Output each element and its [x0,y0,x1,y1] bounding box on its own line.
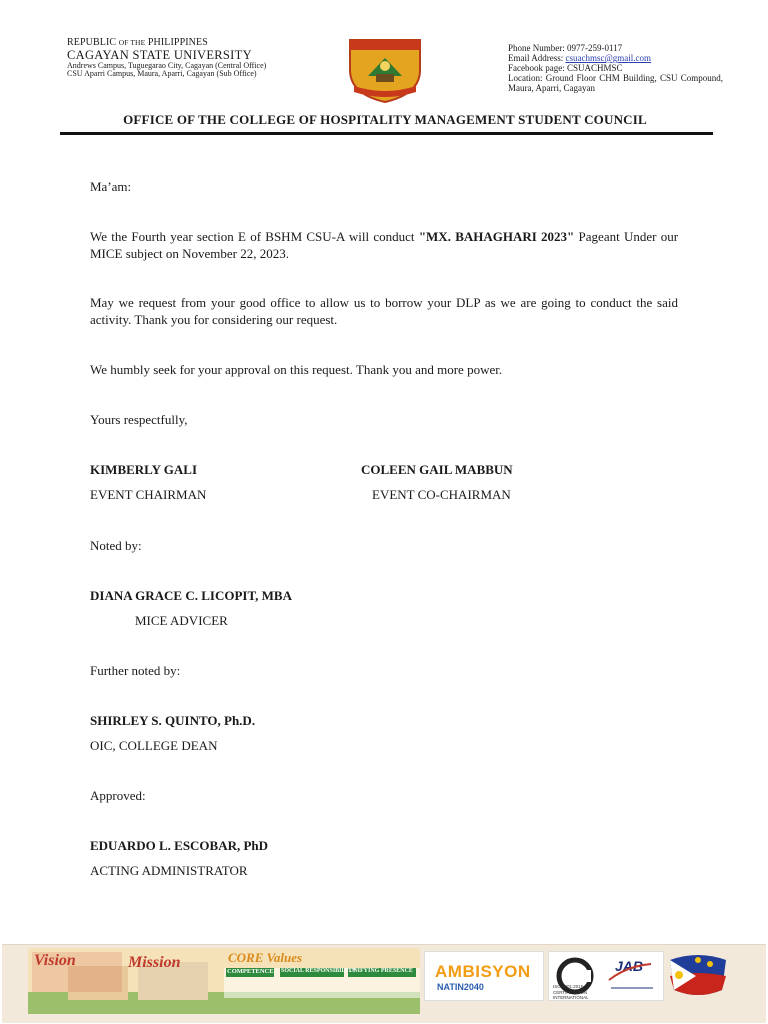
of-the-text: OF THE [118,38,146,47]
signatory-1-role: EVENT CHAIRMAN [90,487,207,502]
philippine-flag-emblem [666,950,730,1002]
university-name: CAGAYAN STATE UNIVERSITY [67,47,252,62]
jab-swoosh-icon [607,958,657,994]
republic-text: REPUBLIC [67,37,117,48]
vision-mission-banner [28,948,420,1014]
philippines-text: PHILIPPINES [147,37,208,48]
signatory-2-role: EVENT CO-CHAIRMAN [372,487,511,502]
signatory-4-role: OIC, COLLEGE DEAN [90,738,218,753]
closing: Yours respectfully, [90,412,188,427]
paragraph-1-text: We the Fourth year section E of BSHM CSU-A will conduct [90,229,415,244]
location: Location: Ground Floor CHM Building, CSU Compound, Maura, Aparri, Cagayan [508,73,723,94]
event-name: "MX. BAHAGHARI 2023" [418,229,575,244]
header-divider [60,132,713,135]
natin-text: NATIN2040 [437,982,484,992]
iso-label: ISO 9001:2015 [553,984,584,989]
republic-line [67,38,317,49]
office-title: OFFICE OF THE COLLEGE OF HOSPITALITY MANAGEMENT STUDENT COUNCIL [123,112,647,127]
paragraph-2: May we request from your good office to allow us to borrow your DLP as we are going to conduct the said activity. Thank you for considering our request. [90,295,678,327]
iso-certification-logo [548,951,664,1001]
signatory-3-role: MICE ADVICER [135,613,228,628]
email-link[interactable]: csuachmsc@gmail.com [565,53,652,64]
paragraph-3: We humbly seek for your approval on this request. Thank you and more power. [90,362,503,377]
ambisyon-logo [424,951,544,1001]
letterhead-right [508,43,723,93]
facebook-page: Facebook page: CSUACHMSC [508,63,623,74]
signatory-2-name: COLEEN GAIL MABBUN [361,462,513,477]
paragraph-1 [90,228,678,262]
core-values-label: CORE Values [228,950,303,965]
salutation: Ma’am: [90,179,132,194]
signatory-3-name: DIANA GRACE C. LICOPIT, MBA [90,588,292,603]
address-sub: CSU Aparri Campus, Maura, Aparri, Cagayan (Sub Office) [67,69,257,79]
paragraph-1-text-end: Pageant Under our MICE subject on November 22, 2023. [90,229,679,261]
email-line [508,53,723,63]
phone-number: Phone Number: 0977-259-0117 [508,43,623,53]
approved-label: Approved: [90,788,146,803]
noted-by-label: Noted by: [90,538,142,553]
signatory-4-name: SHIRLEY S. QUINTO, Ph.D. [90,713,256,728]
signatory-5-role: ACTING ADMINISTRATOR [90,863,248,878]
vision-label: Vision [34,952,76,969]
unifying-presence-label: UNIFYING PRESENCE [349,968,413,974]
letterhead-left [67,38,317,78]
ambisyon-text: AMBISYON [435,962,531,981]
signatory-5-name: EDUARDO L. ESCOBAR, PhD [90,838,269,853]
further-noted-label: Further noted by: [90,663,181,678]
university-seal-logo [346,36,424,104]
competence-label: COMPETENCE [227,968,274,975]
email-label: Email Address: [508,53,564,64]
social-responsibility-label: SOCIAL RESPONSIBILITY [281,968,357,974]
mission-label: Mission [128,954,181,971]
cert-label: CERTIFICATION INTERNATIONAL [553,990,589,1000]
signatory-1-name: KIMBERLY GALI [90,462,198,477]
jab-mark: JAB [615,958,644,974]
address-central: Andrews Campus, Tuguegarao City, Cagayan (Central Office) [67,60,267,70]
